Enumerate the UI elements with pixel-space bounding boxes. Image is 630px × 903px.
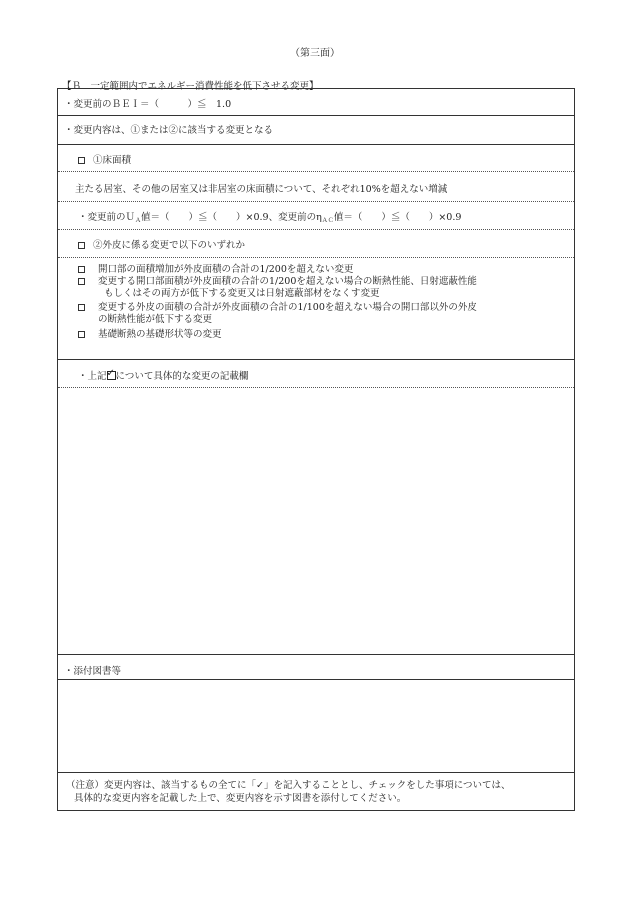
attachments-label: ・添付図書等 xyxy=(64,666,122,677)
option2-item-checkbox[interactable] xyxy=(78,266,85,273)
ua-formula-prefix: ・変更前のＵ xyxy=(78,212,136,223)
option2-item-line1: 開口部の面積増加が外皮面積の合計の1/200を超えない変更 xyxy=(98,264,354,275)
option2-item xyxy=(78,329,222,341)
ua-formula xyxy=(78,209,461,224)
check-mark-icon: ✓ xyxy=(256,780,264,791)
page-label: （第三面） xyxy=(290,48,340,59)
option2-item xyxy=(78,264,353,276)
change-form xyxy=(57,88,575,811)
bei-row: ・変更前のＢＥＩ＝（ ）≦ 1.0 xyxy=(64,99,232,110)
option2-item-line1: 変更する開口部面積が外皮面積の合計の1/200を超えない場合の断熱性能、日射遮蔽性能 xyxy=(98,276,477,287)
section-title: 【Ｂ 一定範囲内でエネルギー消費性能を低下させる変更】 xyxy=(62,81,319,92)
option2-item-line1: 変更する外皮の面積の合計が外皮面積の合計の1/100を超えない場合の開口部以外の外皮 xyxy=(98,302,477,313)
option2-item-line2: もしくはその両方が低下する変更又は日射遮蔽部材をなくす変更 xyxy=(104,288,380,299)
option2-item-checkbox[interactable] xyxy=(78,331,85,338)
option2-label: ②外皮に係る変更で以下のいずれか xyxy=(93,240,246,251)
checked-box-icon xyxy=(107,371,116,380)
option2-row xyxy=(78,237,245,251)
option1-description: 主たる居室、その他の居室又は非居室の床面積について、それぞれ10%を超えない増減 xyxy=(75,184,448,195)
option1-row xyxy=(78,152,131,166)
ua-formula-suffix: 値＝（ ）≦（ ）×0.9 xyxy=(333,212,462,223)
ua-formula-mid: 値＝（ ）≦（ ）×0.9、変更前のη xyxy=(141,212,322,223)
details-label: ・上記✓ について具体的な変更の記載欄 xyxy=(78,368,248,382)
option2-item-line2: の断熱性能が低下する変更 xyxy=(98,314,213,325)
change-intro: ・変更内容は、①または②に該当する変更となる xyxy=(64,125,274,136)
option2-item xyxy=(78,276,477,300)
option1-label: ①床面積 xyxy=(93,155,132,166)
option2-item-line1: 基礎断熱の基礎形状等の変更 xyxy=(98,329,222,340)
option2-checkbox[interactable] xyxy=(78,242,85,249)
option2-item xyxy=(78,302,477,326)
option1-checkbox[interactable] xyxy=(78,157,85,164)
note: （注意）変更内容は、該当するもの全てに「✓」を記入することとし、チェックをした事項については、 具体的な変更内容を記載した上で、変更内容を示す図書を添付してください。 xyxy=(66,780,511,804)
eta-sub-ac: ＡＣ xyxy=(321,217,334,224)
ua-sub-a: Ａ xyxy=(135,217,142,224)
option2-item-checkbox[interactable] xyxy=(78,278,85,285)
option2-item-checkbox[interactable] xyxy=(78,304,85,311)
